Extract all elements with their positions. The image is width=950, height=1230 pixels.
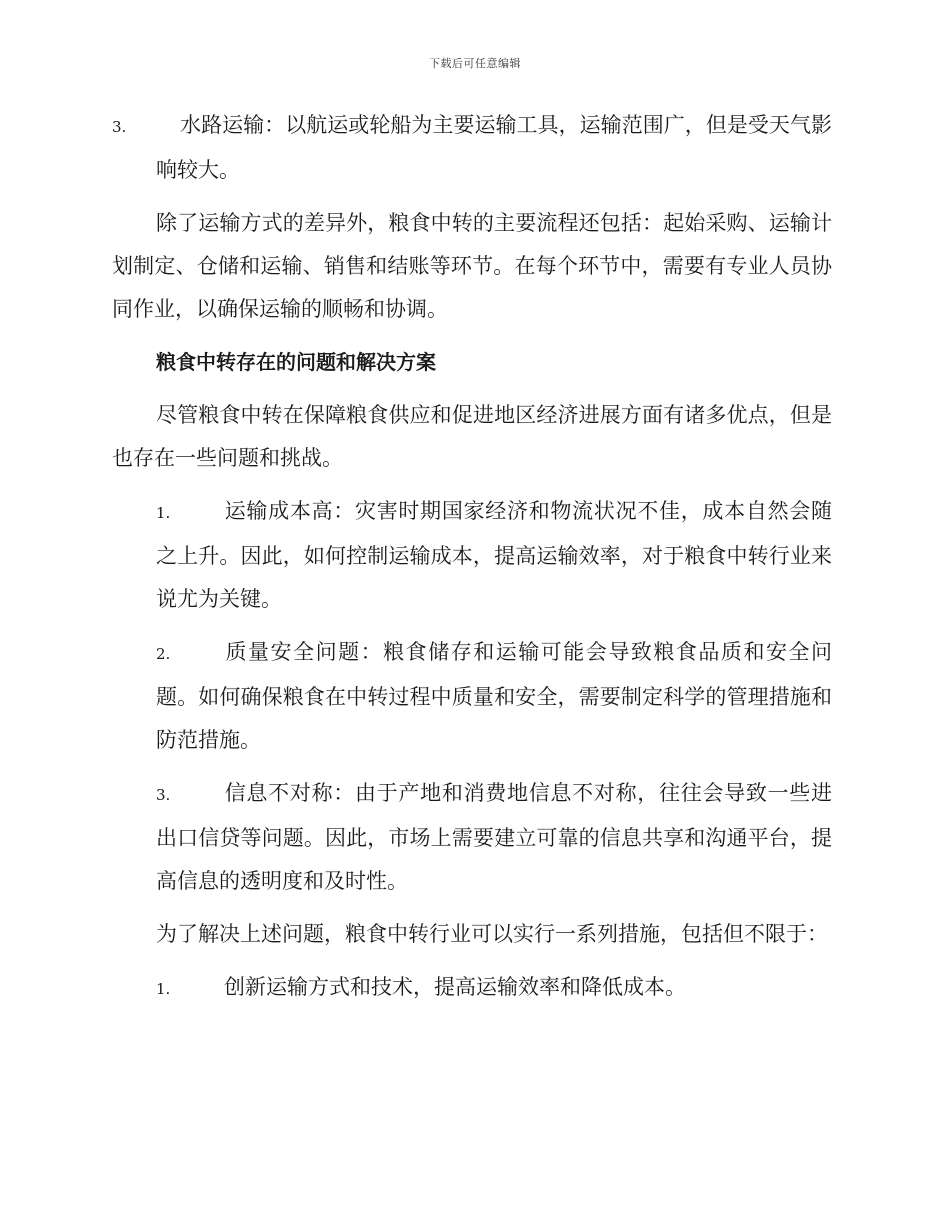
paragraph: 尽管粮食中转在保障粮食供应和促进地区经济进展方面有诸多优点，但是也存在一些问题和挑战。 (112, 403, 832, 470)
list-item-text: 信息不对称：由于产地和消费地信息不对称，往往会导致一些进出口信贷等问题。因此，市场上需要建立可靠的信息共享和沟通平台，提高信息的透明度和及时性。 (156, 781, 832, 893)
list-item-text: 运输成本高：灾害时期国家经济和物流状况不佳，成本自然会随之上升。因此，如何控制运输成本，提高运输效率，对于粮食中转行业来说尤为关键。 (156, 499, 832, 611)
list-item (112, 631, 832, 762)
list-item-text: 创新运输方式和技术，提高运输效率和降低成本。 (224, 975, 686, 999)
list-item-text: 水路运输：以航运或轮船为主要运输工具，运输范围广，但是受天气影响较大。 (156, 113, 832, 182)
list-item (112, 772, 832, 903)
list-number: 3. (156, 786, 171, 804)
list-number: 1. (156, 980, 171, 998)
list-number: 3. (112, 118, 127, 136)
header-note: 下载后可任意编辑 (429, 57, 521, 70)
list-item (112, 490, 832, 621)
paragraph: 除了运输方式的差异外，粮食中转的主要流程还包括：起始采购、运输计划制定、仓储和运输、销售和结账等环节。在每个环节中，需要有专业人员协同作业，以确保运输的顺畅和协调。 (112, 211, 832, 321)
list-number: 1. (156, 504, 171, 522)
list-number: 2. (156, 645, 171, 663)
section-heading: 粮食中转存在的问题和解决方案 (156, 350, 436, 374)
list-item (112, 966, 832, 1011)
document-body (112, 104, 832, 1021)
paragraph: 为了解决上述问题，粮食中转行业可以实行一系列措施，包括但不限于： (156, 922, 828, 946)
list-item (112, 104, 832, 192)
list-item-text: 质量安全问题：粮食储存和运输可能会导致粮食品质和安全问题。如何确保粮食在中转过程中质量和安全，需要制定科学的管理措施和防范措施。 (156, 640, 832, 752)
